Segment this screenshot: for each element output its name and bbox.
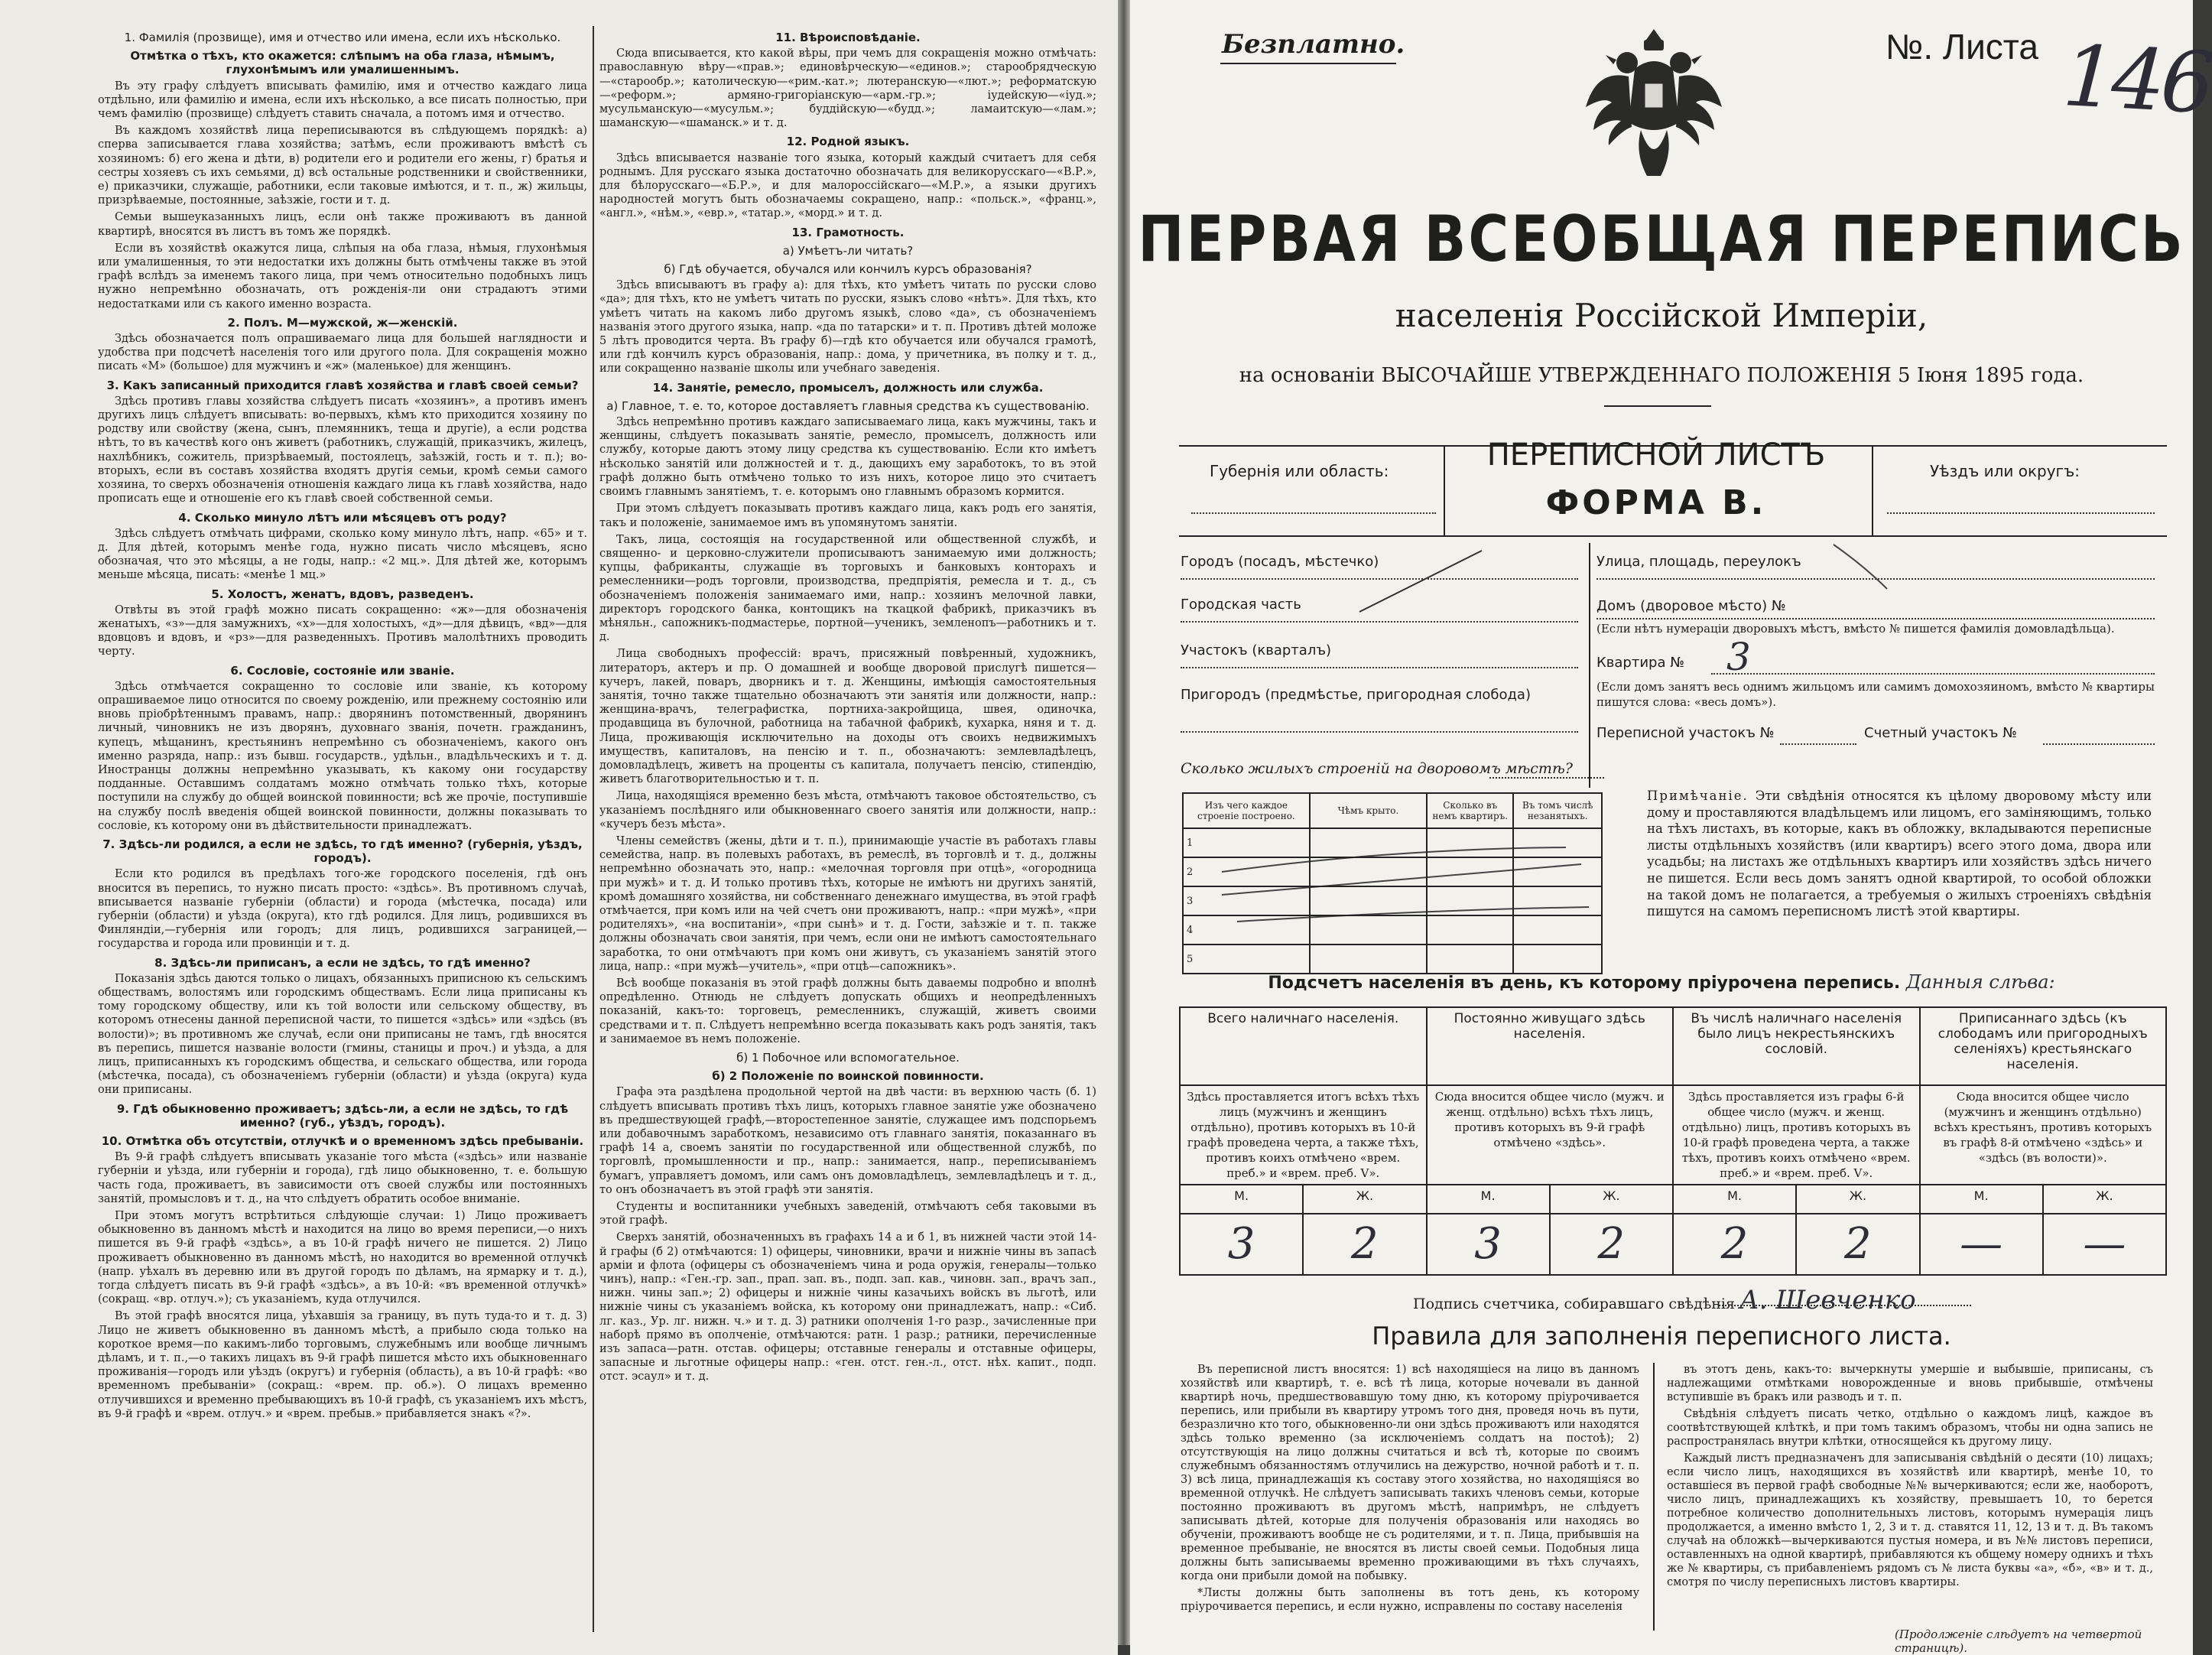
double-headed-eagle-icon xyxy=(1581,23,1726,184)
count-total-female[interactable]: 2 xyxy=(1303,1214,1426,1275)
book-spine xyxy=(1118,0,1130,1645)
cell[interactable] xyxy=(1427,886,1513,915)
col-vacant: Въ томъ числѣ незанятыхъ. xyxy=(1513,793,1602,828)
form-letter: ФОРМА В. xyxy=(1545,483,1767,522)
heading-6: 6. Сословіе, состояніе или званіе. xyxy=(230,663,455,678)
cell[interactable] xyxy=(1427,945,1513,974)
paragraph: Лица, находящіяся временно безъ мѣста, отмѣчаютъ таковое обстоятельство, съ указаніемъ послѣдняго или обыкновеннаго своего занятія или должности, напр.: «кучеръ безъ мѣста». xyxy=(599,790,1096,831)
cell[interactable] xyxy=(1310,857,1427,886)
header-peasant: Приписаннаго здѣсь (къ слободамъ или пригородныхъ селеніяхъ) крестьянскаго населенія. xyxy=(1920,1007,2167,1085)
paragraph: Сюда вписывается, кто какой вѣры, при чемъ для сокращенія можно отмѣчать: православную вѣру—«прав.»; единовѣрческую—«единов.»; старообрядческую—«старообр.»; католическую—«рим.-кат.»; лютеранскую—«лют.»; реформатскую—«реформ.»; армяно-григоріанскую—«арм.-гр.»; іудейскую—«іуд.»; мусульманскую—«мусульм.»; буддійскую—«будд.»; ламаитскую—«лам.»; шаманскую—«шаманск.» и т. д. xyxy=(599,47,1096,130)
count-non-peasant-male[interactable]: 2 xyxy=(1673,1214,1796,1275)
population-count-handwritten: Данныя слѣва: xyxy=(1905,971,2055,993)
count-permanent-female[interactable]: 2 xyxy=(1550,1214,1673,1275)
cell[interactable] xyxy=(1513,945,1602,974)
paragraph: Члены семействъ (жены, дѣти и т. п.), принимающіе участіе въ работахъ главы семейства, напр. въ полевыхъ работахъ, въ ремеслѣ, въ торговлѣ и т. д., должны непремѣнно обозначать это, напр.: «мелочная торговля при отцѣ», «огородница при мужѣ» и т. д. И только противъ тѣхъ, которые не имѣютъ ни другихъ занятій, кромѣ домашняго хозяйства, ни собственнаго денежнаго имущества, въ этой графѣ отмѣчается, при комъ или на чей счетъ они проживаютъ, напр.: «при мужѣ», «при родителяхъ», «на воспитаніи», «при сынѣ» и т. д. Гости, заѣзжіе и т. п. также должны обозначать свои занятія, при чемъ, если они не имѣютъ самостоятельнаго заработка, то они отмѣчаютъ при комъ они живутъ, съ указаніемъ занятій этого лица, напр.: «при мужѣ—учитель», «при отцѣ—сапожникъ». xyxy=(599,834,1096,973)
paragraph: Въ этой графѣ вносятся лица, уѣхавшія за границу, въ путь туда-то и т. д. 3) Лицо не живетъ обыкновенно въ данномъ мѣстѣ, а прибыло сюда только на короткое время—по какимъ-либо торговымъ, служебнымъ или вообще личнымъ дѣламъ, и т. п.,—о такихъ лицахъ въ 9-й графѣ пишется мѣсто ихъ обыкновеннаго проживанія—городъ или уѣздъ (округъ) и губернія (область), а въ 10-й графѣ: «во временномъ пребываніи» (сокращ.: «врем. пр. об.»). О лицахъ временно отлучившихся и временно пребывающихъ въ 10-й графѣ, съ указаніемъ ихъ мѣстъ, въ 9-й графѣ и «врем. отлуч.» и «врем. пребыв.» прибавляется знакъ «?». xyxy=(98,1310,587,1420)
city-field[interactable] xyxy=(1181,578,1578,580)
heading-13b: б) Гдѣ обучается, обучался или кончилъ курсъ образованія? xyxy=(664,262,1032,277)
city-part-field[interactable] xyxy=(1181,621,1578,623)
paragraph: Лица свободныхъ профессій: врачъ, присяжный повѣренный, художникъ, литераторъ, актеръ и пр. О домашней и вообще дворовой прислугѣ пишется—кучеръ, лакей, поваръ, дворникъ и т. д. Женщины, имѣющія самостоятельныя занятія, точно также тщательно обозначаютъ эти занятія или должности, напр.: женщина-врачъ, телеграфистка, портниха-закройщица, швея, одиночка, продавщица въ булочной, работница на табачной фабрикѣ, кухарка, няня и т. д. Лица, проживающія исключительно на доходы отъ своихъ недвижимыхъ имуществъ, капиталовъ, на пенсію и т. п., обозначаютъ: землевладѣлецъ, домовладѣлецъ, живетъ на проценты съ капитала, получаетъ пенсію, стипендію, живетъ благотворительностью и т. п. xyxy=(599,648,1096,786)
paragraph: Если кто родился въ предѣлахъ того-же городского поселенія, гдѣ онъ вносится въ перепись, то нужно писать просто: «здѣсь». Въ противномъ случаѣ, вписывается названіе губерніи (области) и города (мѣстечка, посада) или губерніи (области) и уѣзда (округа), кто гдѣ родился. Для лицъ, родившихся въ Финляндіи,—губернія или городъ; для лицъ, родившихся заграницей,—государства и города или провинціи и т. д. xyxy=(98,868,587,951)
desc-total-present: Здѣсь проставляется итогъ всѣхъ тѣхъ лицъ (мужчинъ и женщинъ отдѣльно), противъ которыхъ въ 10-й графѣ проведена черта, а также тѣхъ, противъ коихъ отмѣчено «врем. преб.» и «врем. преб. V». xyxy=(1180,1085,1427,1185)
paragraph: Если въ хозяйствѣ окажутся лица, слѣпыя на оба глаза, нѣмыя, глухонѣмыя или умалишенныя, то эти недостатки ихъ должны быть отмѣчены также въ этой графѣ вслѣдъ за именемъ такого лица, при чемъ относительно подобныхъ лицъ нужно непремѣнно обозначать, отъ рожденія-ли они страдаютъ этими недостатками или съ какого именно возраста. xyxy=(98,242,587,311)
signature-handwritten: А. Шевченко xyxy=(1739,1285,1916,1315)
house-field[interactable] xyxy=(1596,618,2155,619)
female-header: Ж. xyxy=(2043,1185,2166,1214)
house-label: Домъ (дворовое мѣсто) № xyxy=(1596,598,1786,614)
suburb-label: Пригородъ (предмѣстье, пригородная слобода) xyxy=(1181,687,1531,703)
paragraph: Студенты и воспитанники учебныхъ заведеній, отмѣчаютъ себя таковыми въ этой графѣ. xyxy=(599,1201,1096,1227)
cell[interactable] xyxy=(1310,915,1427,945)
paragraph: Всѣ вообще показанія въ этой графѣ должны быть даваемы подробно и вполнѣ опредѣленно. Отнюдь не слѣдуетъ допускать общихъ и неопредѣленныхъ показаній, какъ-то: торговецъ, ремесленникъ, служащій, живетъ своими средствами и т. п. Слѣдуетъ непремѣнно всегда показывать какъ родъ занятія, такъ и занимаемое въ немъ положеніе. xyxy=(599,977,1096,1045)
cell[interactable] xyxy=(1513,857,1602,886)
paragraph: Здѣсь слѣдуетъ отмѣчать цифрами, сколько кому минуло лѣтъ, напр. «65» и т. д. Для дѣтей, которымъ менѣе года, нужно писать число мѣсяцевъ, ясно обозначая, что это мѣсяцы, а не годы, напр.: «2 мц.». Для дѣтей же, которымъ меньше мѣсяца, писать: «менѣе 1 мц.» xyxy=(98,527,587,582)
census-title: ПЕРВАЯ ВСЕОБЩАЯ ПЕРЕПИСЬ xyxy=(1138,201,2185,276)
street-label: Улица, площадь, переулокъ xyxy=(1596,554,1801,570)
enumerator-signature xyxy=(1413,1285,1916,1315)
heading-12: 12. Родной языкъ. xyxy=(786,135,910,149)
section-field[interactable] xyxy=(1181,667,1578,668)
city-label: Городъ (посадъ, мѣстечко) xyxy=(1181,554,1379,570)
cell[interactable] xyxy=(1427,857,1513,886)
paragraph: Сверхъ занятій, обозначенныхъ въ графахъ 14 а и б 1, въ нижней части этой 14-й графы (б 2) отмѣчаются: 1) офицеры, чиновники, врачи и нижніе чины въ запасѣ арміи и флота (офицеры съ обозначеніемъ чина и рода оружія, генералы—только чинъ), напр.: «Ген.-гр. зап., прап. зап. въ., подп. зап. кав., чиновн. зап., врачъ зап., нижн. чины зап.»; 2) офицеры и нижніе чины казачьихъ войскъ въ льготѣ, или нижніе чины съ указаніемъ войска, къ которому они принадлежатъ, напр.: «Сиб. лг. каз., Ур. лг. нижн. ч.» и т. д. 3) ратники ополченія 1-го разр., зачисленные при наборѣ прямо въ ополченіе, отмѣчаются: ратн. 1 разр.; ратники, перечисленные изъ запаса—ратн. отстав. офицеры; отставные генералы и отставные офицеры, запасные и льготные офицеры напр.: «ген. отст. ген.-л., отст. нѣх. капит., подп. отст. эсаул» и т. д. xyxy=(599,1231,1096,1384)
heading-2: 2. Полъ. М—мужской, ж—женскій. xyxy=(227,315,458,330)
heading-14b: б) 1 Побочное или вспомогательное. xyxy=(736,1051,960,1065)
male-header: М. xyxy=(1427,1185,1550,1214)
row-number: 2 xyxy=(1183,857,1310,886)
rules-column-1 xyxy=(1181,1363,1639,1638)
apartment-note: (Если домъ занятъ весь однимъ жильцомъ или самимъ домохозяиномъ, вмѣсто № квартиры пишутся слова: «весь домъ»). xyxy=(1596,680,2155,709)
count-total-male[interactable]: 3 xyxy=(1180,1214,1303,1275)
buildings-note xyxy=(1647,788,2152,920)
count-peasant-female[interactable]: — xyxy=(2043,1214,2166,1275)
heading-14: 14. Занятіе, ремесло, промыселъ, должность или служба. xyxy=(652,380,1044,395)
desc-peasant: Сюда вносится общее число (мужчинъ и женщинъ отдѣльно) всѣхъ крестьянъ, противъ которыхъ въ графѣ 8-й отмѣчено «здѣсь» и «здѣсь (въ волости)». xyxy=(1920,1085,2167,1185)
rules-column-2 xyxy=(1667,1363,2153,1638)
city-part-label: Городская часть xyxy=(1181,597,1301,613)
heading-1b: Отмѣтка о тѣхъ, кто окажется: слѣпымъ на оба глаза, нѣмымъ, глухонѣмымъ или умалишеннымъ. xyxy=(130,49,555,77)
rule xyxy=(1179,535,2167,537)
col-material: Изъ чего каждое строеніе построено. xyxy=(1183,793,1310,828)
note-label: Примѣчаніе. xyxy=(1647,788,1749,803)
paragraph: Здѣсь непремѣнно противъ каждаго записываемаго лица, какъ мужчины, такъ и женщины, слѣдуетъ показывать занятіе, ремесло, промыселъ, должность или службу, которые даютъ этому лицу средства къ существованію. Если кто имѣетъ нѣсколько занятій или должностей и т. д., дающихъ ему заработокъ, то въ этой графѣ должно быть отмѣчено только то изъ нихъ, которое лицо это считаетъ своимъ главнымъ занятіемъ, т. е. которымъ оно главнымъ образомъ кормится. xyxy=(599,416,1096,499)
census-section-label: Переписной участокъ № xyxy=(1596,725,1775,741)
census-sheet-title: ПЕРЕПИСНОЙ ЛИСТЪ xyxy=(1486,437,1826,473)
col-roof: Чѣмъ крыто. xyxy=(1310,793,1427,828)
heading-1: 1. Фамилія (прозвище), имя и отчество или имена, если ихъ нѣсколько. xyxy=(124,31,561,44)
paragraph: Въ каждомъ хозяйствѣ лица переписываются въ слѣдующемъ порядкѣ: а) сперва записывается глава хозяйства; затѣмъ, если проживаютъ вмѣстѣ съ хозяиномъ: б) его жена и дѣти, в) родители его и родители его жены, г) братья и сестры хозяевъ съ ихъ семьями, д) всѣ остальные родственники и свойственники, е) приказчики, служащіе, работники, если таковые имѣются, и т. п., ж) жильцы, призрѣваемые, постоянные, заѣзжіе, гости и т. д. xyxy=(98,125,587,207)
heading-13a: а) Умѣетъ-ли читать? xyxy=(782,243,914,258)
house-note: (Если нѣтъ нумераціи дворовыхъ мѣстъ, вмѣсто № пишется фамилія домовладѣльца). xyxy=(1596,622,2115,636)
buildings-table xyxy=(1182,792,1603,974)
heading-10: 10. Отмѣтка объ отсутствіи, отлучкѣ и о временномъ здѣсь пребываніи. xyxy=(101,1134,584,1149)
row-number: 1 xyxy=(1183,828,1310,857)
header-permanent: Постоянно живущаго здѣсь населенія. xyxy=(1427,1007,1674,1085)
paragraph: Здѣсь противъ главы хозяйства слѣдуетъ писать «хозяинъ», а противъ именъ другихъ лицъ слѣдуетъ вписывать: во-первыхъ, кѣмъ кто приходится хозяину по родству или свойству (жена, сынъ, племянникъ, теща и другіе), а если родства нѣтъ, то въ качествѣ кого онъ живетъ (работникъ, служащій, приказчикъ, жилецъ, нахлѣбникъ, сожитель, призрѣваемый, постоялецъ, заѣзжій, гость и т. п.); во-вторыхъ, если въ составъ хозяйства входятъ другія семьи, кромѣ семьи самого хозяина, то сверхъ обозначенія отношенія каждаго лица къ главѣ хозяйства, надо прописать еще и отношеніе его къ главѣ своей собственной семьи. xyxy=(98,395,588,506)
heading-5: 5. Холостъ, женатъ, вдовъ, разведенъ. xyxy=(211,587,474,601)
paragraph: *Листы должны быть заполнены въ тотъ день, къ которому пріурочивается перепись, и если нужно, исправлены по составу населенія xyxy=(1181,1587,1639,1613)
rule xyxy=(1872,445,1873,537)
column-divider xyxy=(593,26,594,1632)
counting-section-label: Счетный участокъ № xyxy=(1864,725,2017,741)
paragraph: Въ эту графу слѣдуетъ вписывать фамилію, имя и отчество каждаго лица отдѣльно, или фамилію и имена, если ихъ нѣсколько, а все писать полностью, при чемъ фамилію (прозвище) слѣдуетъ ставить сначала, а потомъ имя и отчество. xyxy=(98,80,587,121)
counting-section-field[interactable] xyxy=(2043,743,2155,745)
right-page-census-form xyxy=(1130,0,2212,1655)
apartment-value: 3 xyxy=(1726,635,1751,679)
count-permanent-male[interactable]: 3 xyxy=(1427,1214,1550,1275)
desc-non-peasant: Здѣсь проставляется изъ графы 6-й общее число (мужч. и женщ. отдѣльно) лицъ, противъ которыхъ въ 10-й графѣ проведена черта, а также тѣхъ, противъ коихъ отмѣчено «врем. преб.» и «врем. преб. V». xyxy=(1673,1085,1920,1185)
heading-13: 13. Грамотность. xyxy=(791,225,905,239)
population-count-title xyxy=(1130,971,2193,993)
count-peasant-male[interactable]: — xyxy=(1920,1214,2043,1275)
census-subtitle: населенія Россійской Имперіи, xyxy=(1395,297,1928,334)
apartment-field[interactable] xyxy=(1711,673,2155,675)
census-section-field[interactable] xyxy=(1780,743,1856,745)
column-divider xyxy=(1653,1363,1655,1631)
signature-field[interactable] xyxy=(1719,1305,1971,1306)
paragraph: Графа эта раздѣлена продольной чертой на двѣ части: въ верхнюю часть (б. 1) слѣдуетъ вписывать противъ тѣхъ лицъ, которыхъ главное занятіе уже обозначено въ предшествующей графѣ,—второстепенное занятіе, служащее имъ подспорьемъ или добавочнымъ заработкомъ, независимо отъ главнаго занятія, показаннаго въ графѣ 14 а, своемъ занятіи по государственной или общественной службѣ, по торговлѣ, промышленности и пр., напр.: занимается, напр., переписываніемъ бумагъ, управляетъ домомъ, или самъ онъ домовладѣлецъ, землевладѣлецъ и т. д., то онъ обозначаетъ въ этой графѣ эти занятія. xyxy=(599,1086,1096,1196)
section-label: Участокъ (кварталъ) xyxy=(1181,642,1332,658)
col-apartments: Сколько въ немъ квартиръ. xyxy=(1427,793,1513,828)
province-field[interactable] xyxy=(1191,512,1436,514)
row-number: 3 xyxy=(1183,886,1310,915)
rules-title: Правила для заполненія переписного листа. xyxy=(1372,1322,1951,1351)
suburb-field[interactable] xyxy=(1181,731,1578,733)
district-field[interactable] xyxy=(1887,512,2155,514)
cell[interactable] xyxy=(1310,886,1427,915)
paragraph: Такъ, лица, состоящія на государственной или общественной службѣ, и священно- и церковно-служители прописываютъ занимаемую ими должность; купцы, фабриканты, служащіе въ торговыхъ и банковыхъ конторахъ и ремесленники—родъ торговли, производства, предпріятія, ремесла и т. д., съ обозначеніемъ положенія занимаемаго ими, напр.: хозяинъ мелочной лавки, директоръ городского банка, контощикъ на ткацкой фабрикѣ, приказчикъ въ мѣняльн., сапожникъ-подмастерье, портной—ученикъ, земленопъ—работникъ и т. д. xyxy=(599,533,1096,644)
heading-4: 4. Сколько минуло лѣтъ или мѣсяцевъ отъ роду? xyxy=(178,510,507,525)
province-label: Губернія или область: xyxy=(1210,462,1389,480)
header-total-present: Всего наличнаго населенія. xyxy=(1180,1007,1427,1085)
population-count-table xyxy=(1179,1006,2167,1276)
cell[interactable] xyxy=(1513,886,1602,915)
desc-permanent: Сюда вносится общее число (мужч. и женщ. отдѣльно) всѣхъ тѣхъ лицъ, противъ которыхъ въ 9-й графѣ отмѣчено «здѣсь». xyxy=(1427,1085,1674,1185)
census-basis: на основаніи ВЫСОЧАЙШЕ УТВЕРЖДЕННАГО ПОЛОЖЕНІЯ 5 Іюня 1895 года. xyxy=(1239,364,2084,387)
paragraph: При этомъ слѣдуетъ показывать противъ каждаго лица, какъ родъ его занятія, такъ и положеніе, занимаемое имъ въ упомянутомъ занятіи. xyxy=(599,502,1096,529)
cell[interactable] xyxy=(1513,915,1602,945)
free-of-charge-label: Безплатно. xyxy=(1222,29,1405,60)
separator xyxy=(1604,405,1711,407)
underline xyxy=(1220,63,1396,64)
note-text: Эти свѣдѣнія относятся къ цѣлому дворовому мѣсту или дому и проставляются владѣльцемъ или лицомъ, его заміняющимъ, только на тѣхъ листахъ, въ которые, какъ въ обложку, вкладываются переписные листы отдѣльныхъ хозяйствъ (или квартиръ) всего этого дома, двора или усадьбы; на листахъ же отдѣльныхъ квартиръ или хозяйствъ здѣсь ничего не пишется. Если весь домъ занятъ одной квартирой, то особой обложки на такой домъ не полагается, а требуемыя о жилыхъ строеніяхъ свѣдѣнія пишутся на самомъ переписномъ листѣ этой квартиры. xyxy=(1647,788,2152,919)
cell[interactable] xyxy=(1427,915,1513,945)
continuation-note: (Продолженіе слѣдуетъ на четвертой страницѣ). xyxy=(1895,1627,2142,1655)
buildings-question: Сколько жилыхъ строеній на дворовомъ мѣстѣ? xyxy=(1181,760,1573,777)
cell[interactable] xyxy=(1427,828,1513,857)
paragraph: въ этотъ день, какъ-то: вычеркнуты умершіе и выбывшіе, приписаны, съ надлежащими отмѣтками новорожденные и вновь прибывшіе, отмѣчены вступившіе въ бракъ или разводъ и т. п. xyxy=(1667,1364,2153,1403)
count-non-peasant-female[interactable]: 2 xyxy=(1796,1214,1919,1275)
heading-8: 8. Здѣсь-ли приписанъ, а если не здѣсь, то гдѣ именно? xyxy=(154,955,531,970)
rule xyxy=(1444,445,1445,537)
population-count-label: Подсчетъ населенія въ день, къ которому пріурочена перепись. xyxy=(1268,974,1901,993)
header-non-peasant: Въ числѣ наличнаго населенія было лицъ некрестьянскихъ сословій. xyxy=(1673,1007,1920,1085)
paragraph: Показанія здѣсь даются только о лицахъ, обязанныхъ приписною къ сельскимъ обществамъ, волостямъ или городскимъ обществамъ. Если лица приписаны къ тому городскому обществу, или къ той волости или сельскому обществу, въ которомъ отнесены данной переписной части, то пишется «здѣсь» или «здѣсь (въ волости)»; въ противномъ же случаѣ, если они приписаны не тамъ, гдѣ вносятся въ перепись, пишется названіе волости (гмины, станицы и проч.) и уѣзда, а для лицъ, приписанныхъ къ городскимъ общества, и сельскаго общества, или города (мѣстечка, посада), съ обозначеніемъ губерніи (области) и уѣзда (округа) куда они приписаны. xyxy=(98,972,587,1097)
paragraph: Здѣсь вписываютъ въ графу а): для тѣхъ, кто умѣетъ читать по русски слово «да»; для тѣхъ, кто не умѣетъ читать по русски, языкъ слово «нѣтъ». Для тѣхъ, кто умѣетъ читать на какомъ либо другомъ языкѣ, слово «да», съ обозначеніемъ названія этого другого языка, напр. «да по татарски» и т. п. Противъ дѣтей моложе 5 лѣтъ проводится черта. Въ графу б)—гдѣ кто обучается или обучался грамотѣ, или гдѣ кончилъ курсъ образованія, напр.: дома, у причетника, въ полку и т. д., или сокращенно названіе школы или учебнаго заведенія. xyxy=(599,279,1096,376)
paragraph: Въ переписной листъ вносятся: 1) всѣ находящіеся на лицо въ данномъ хозяйствѣ или квартирѣ, т. е. всѣ тѣ лица, которые ночевали въ данной квартирѣ ночь, предшествовавшую тому дню, къ которому пріурочивается перепись, или прибыли въ квартиру утромъ того дня, проведя ночь въ пути, безразлично кто того, обыкновенно-ли они здѣсь проживаютъ или находятся здѣсь только временно (за исключеніемъ солдатъ на постоѣ); 2) отсутствующія на лицо должны считаться и всѣ тѣ, которые по своимъ служебнымъ обязанностямъ отлучились на дежурство, ночной работѣ и т. п. 3) всѣ лица, принадлежащія къ составу этого хозяйства, но находящіяся во временной отлучкѣ. Не слѣдуетъ записывать такихъ членовъ семьи, которые постоянно проживаютъ въ другомъ мѣстѣ, напримѣръ, не слѣдуетъ записывать дѣтей, которые для полученія образованія или находясь во обученіи, проживаютъ вообще не съ родителями, и т. п. Лица, прибывшія на временное пребываніе, не вносятся въ листы своей семьи. Подобныя лица должны быть записываемы временно проживающими въ тѣхъ случаяхъ, когда они прибыли домой на побывку. xyxy=(1181,1364,1639,1582)
male-header: М. xyxy=(1920,1185,2043,1214)
paragraph: Каждый листъ предназначенъ для записыванія свѣдѣній о десяти (10) лицахъ; если число лицъ, находящихся въ хозяйствѣ или квартирѣ, менѣе 10, то оставшіеся въ первой графѣ свободные №№ вычеркиваются; если же, наоборотъ, число лицъ, принадлежащихъ къ хозяйству, превышаетъ 10, то берется потребное количество дополнительныхъ листовъ, которымъ нумерація лицъ продолжается, а именно вмѣсто 1, 2, 3 и т. д. ставятся 11, 12, 13 и т. д. Въ такомъ случаѣ на обложкѣ—вычеркиваются пустыя номера, и въ №№ листовъ переписи, оставленныхъ на одной квартирѣ, прибавляются къ общему номеру однихъ и тѣхъ же № квартиры, съ прибавленіемъ рядомъ съ № листа буквы «а», «б», «в» и т. д., смотря по числу переписныхъ листовъ квартиры. xyxy=(1667,1452,2153,1588)
male-header: М. xyxy=(1180,1185,1303,1214)
street-field[interactable] xyxy=(1596,578,2155,580)
paragraph: Въ 9-й графѣ слѣдуетъ вписывать указаніе того мѣста («здѣсь» или названіе губерніи и уѣзда, или губерніи и города), гдѣ лицо обыкновенно, т. е. большую часть года, проживаетъ, въ зависимости отъ своей службы или постоянныхъ занятій, промысловъ и т. д., на что слѣдуетъ обратить особое вниманіе. xyxy=(98,1151,587,1205)
instructions-column-1 xyxy=(98,26,587,1632)
heading-14c: б) 2 Положеніе по воинской повинности. xyxy=(712,1069,984,1084)
heading-9: 9. Гдѣ обыкновенно проживаетъ; здѣсь-ли, а если не здѣсь, то гдѣ именно? (губ., уѣздъ, городъ). xyxy=(116,1101,569,1130)
row-number: 4 xyxy=(1183,915,1310,945)
female-header: Ж. xyxy=(1796,1185,1919,1214)
cell[interactable] xyxy=(1310,828,1427,857)
district-label: Уѣздъ или округъ: xyxy=(1930,462,2080,480)
paragraph: Здѣсь вписывается названіе того языка, который каждый считаетъ для себя роднымъ. Для русскаго языка достаточно обозначать для великорусскаго—«В.Р.», для бѣлорусскаго—«Б.Р.», и для малороссійскаго—«М.Р.», а языки другихъ народностей могутъ быть обозначаемы сокращено, напр.: «польск.», «франц.», «англ.», «нѣм.», «евр.», «татар.», «морд.» и т. д. xyxy=(599,151,1096,220)
heading-11: 11. Вѣроисповѣданіе. xyxy=(775,31,921,44)
female-header: Ж. xyxy=(1303,1185,1426,1214)
cell[interactable] xyxy=(1513,828,1602,857)
female-header: Ж. xyxy=(1550,1185,1673,1214)
paragraph: При этомъ могутъ встрѣтиться слѣдующіе случаи: 1) Лицо проживаетъ обыкновенно въ данномъ мѣстѣ и находится на лицо во время переписи,—о нихъ пишется въ 9-й графѣ «здѣсь», а въ 10-й графѣ ничего не пишется. 2) Лицо проживаетъ обыкновенно въ данномъ мѣстѣ, но находится во временной отлучкѣ (напр. уѣхалъ въ деревню или въ другой городъ по дѣламъ, на ярмарку и т. д.), тогда слѣдуетъ писать въ 9-й графѣ «здѣсь», а въ 10-й: «въ временной отлучкѣ» (сокращ. «вр. отлуч.»); съ указаніемъ, куда отлучился. xyxy=(98,1210,587,1306)
male-header: М. xyxy=(1673,1185,1796,1214)
heading-7: 7. Здѣсь-ли родился, а если не здѣсь, то гдѣ именно? (губернія, уѣздъ, городъ). xyxy=(102,837,583,866)
paragraph: Отвѣты въ этой графѣ можно писать сокращенно: «ж»—для обозначенія женатыхъ, «з»—для замужнихъ, «х»—для холостыхъ, «д»—для дѣвицъ, «вд»—для вдовцовъ и вдовъ, и «рз»—для разведенныхъ. Противъ малолѣтнихъ проводить черту. xyxy=(98,603,587,658)
paragraph: Свѣдѣнія слѣдуетъ писать четко, отдѣльно о каждомъ лицѣ, каждое въ соотвѣтствующей клѣткѣ, и при томъ такимъ образомъ, чтобы ни одна запись не распространялась внутри клѣтки, относящейся къ другому лицу. xyxy=(1667,1408,2153,1448)
heading-14a: а) Главное, т. е. то, которое доставляетъ главныя средства къ существованію. xyxy=(606,398,1090,413)
row-number: 5 xyxy=(1183,945,1310,974)
paragraph: Здѣсь отмѣчается сокращенно то сословіе или званіе, къ которому опрашиваемое лицо относится по своему рожденію, или прежнему состоянію или вновь пріобрѣтеннымъ правамъ, напр.: дворянинъ потомственный, дворянинъ личный, чиновникъ не изъ дворянъ, духовнаго званія, почетн. гражданинъ, купецъ, мѣщанинъ, крестьянинъ непремѣнно съ обозначеніемъ, какого онъ именно разряда, напр.: изъ бывш. государств., удѣльн., владѣльческихъ и т. д. Иностранцы должны непремѣнно указывать, къ какому они государству подданные. Оставшимъ солдатамъ можно отмѣчать только тѣхъ, которые поступили на службу до общей воинской повинности; всѣ же прочіе, поступившіе на службу послѣ введенія общей воинской повинности, должны показывать то сословіе, къ которому они въ дѣйствительности принадлежатъ. xyxy=(98,680,587,832)
sheet-number-label: №. Листа xyxy=(1886,27,2038,67)
signature-label: Подпись счетчика, собиравшаго свѣдѣнія xyxy=(1413,1296,1735,1312)
instructions-column-2 xyxy=(599,26,1096,1632)
handwritten-sheet-number: 146 xyxy=(2060,27,2212,132)
rule xyxy=(1589,543,1590,788)
heading-3: 3. Какъ записанный приходится главѣ хозяйства и главѣ своей семьи? xyxy=(106,378,579,392)
paragraph: Здѣсь обозначается полъ опрашиваемаго лица для большей наглядности и удобства при подсчетѣ населенія того или другого пола. Для сокращенія можно писать «М» (большое) для мужчинъ и «ж» (маленькое) для женщинъ. xyxy=(98,333,587,373)
paragraph: Семьи вышеуказанныхъ лицъ, если онѣ также проживаютъ въ данной квартирѣ, вносятся въ листъ въ томъ же порядкѣ. xyxy=(98,211,587,238)
buildings-field[interactable] xyxy=(1489,777,1604,779)
apartment-label: Квартира № xyxy=(1596,655,1684,671)
cell[interactable] xyxy=(1310,945,1427,974)
